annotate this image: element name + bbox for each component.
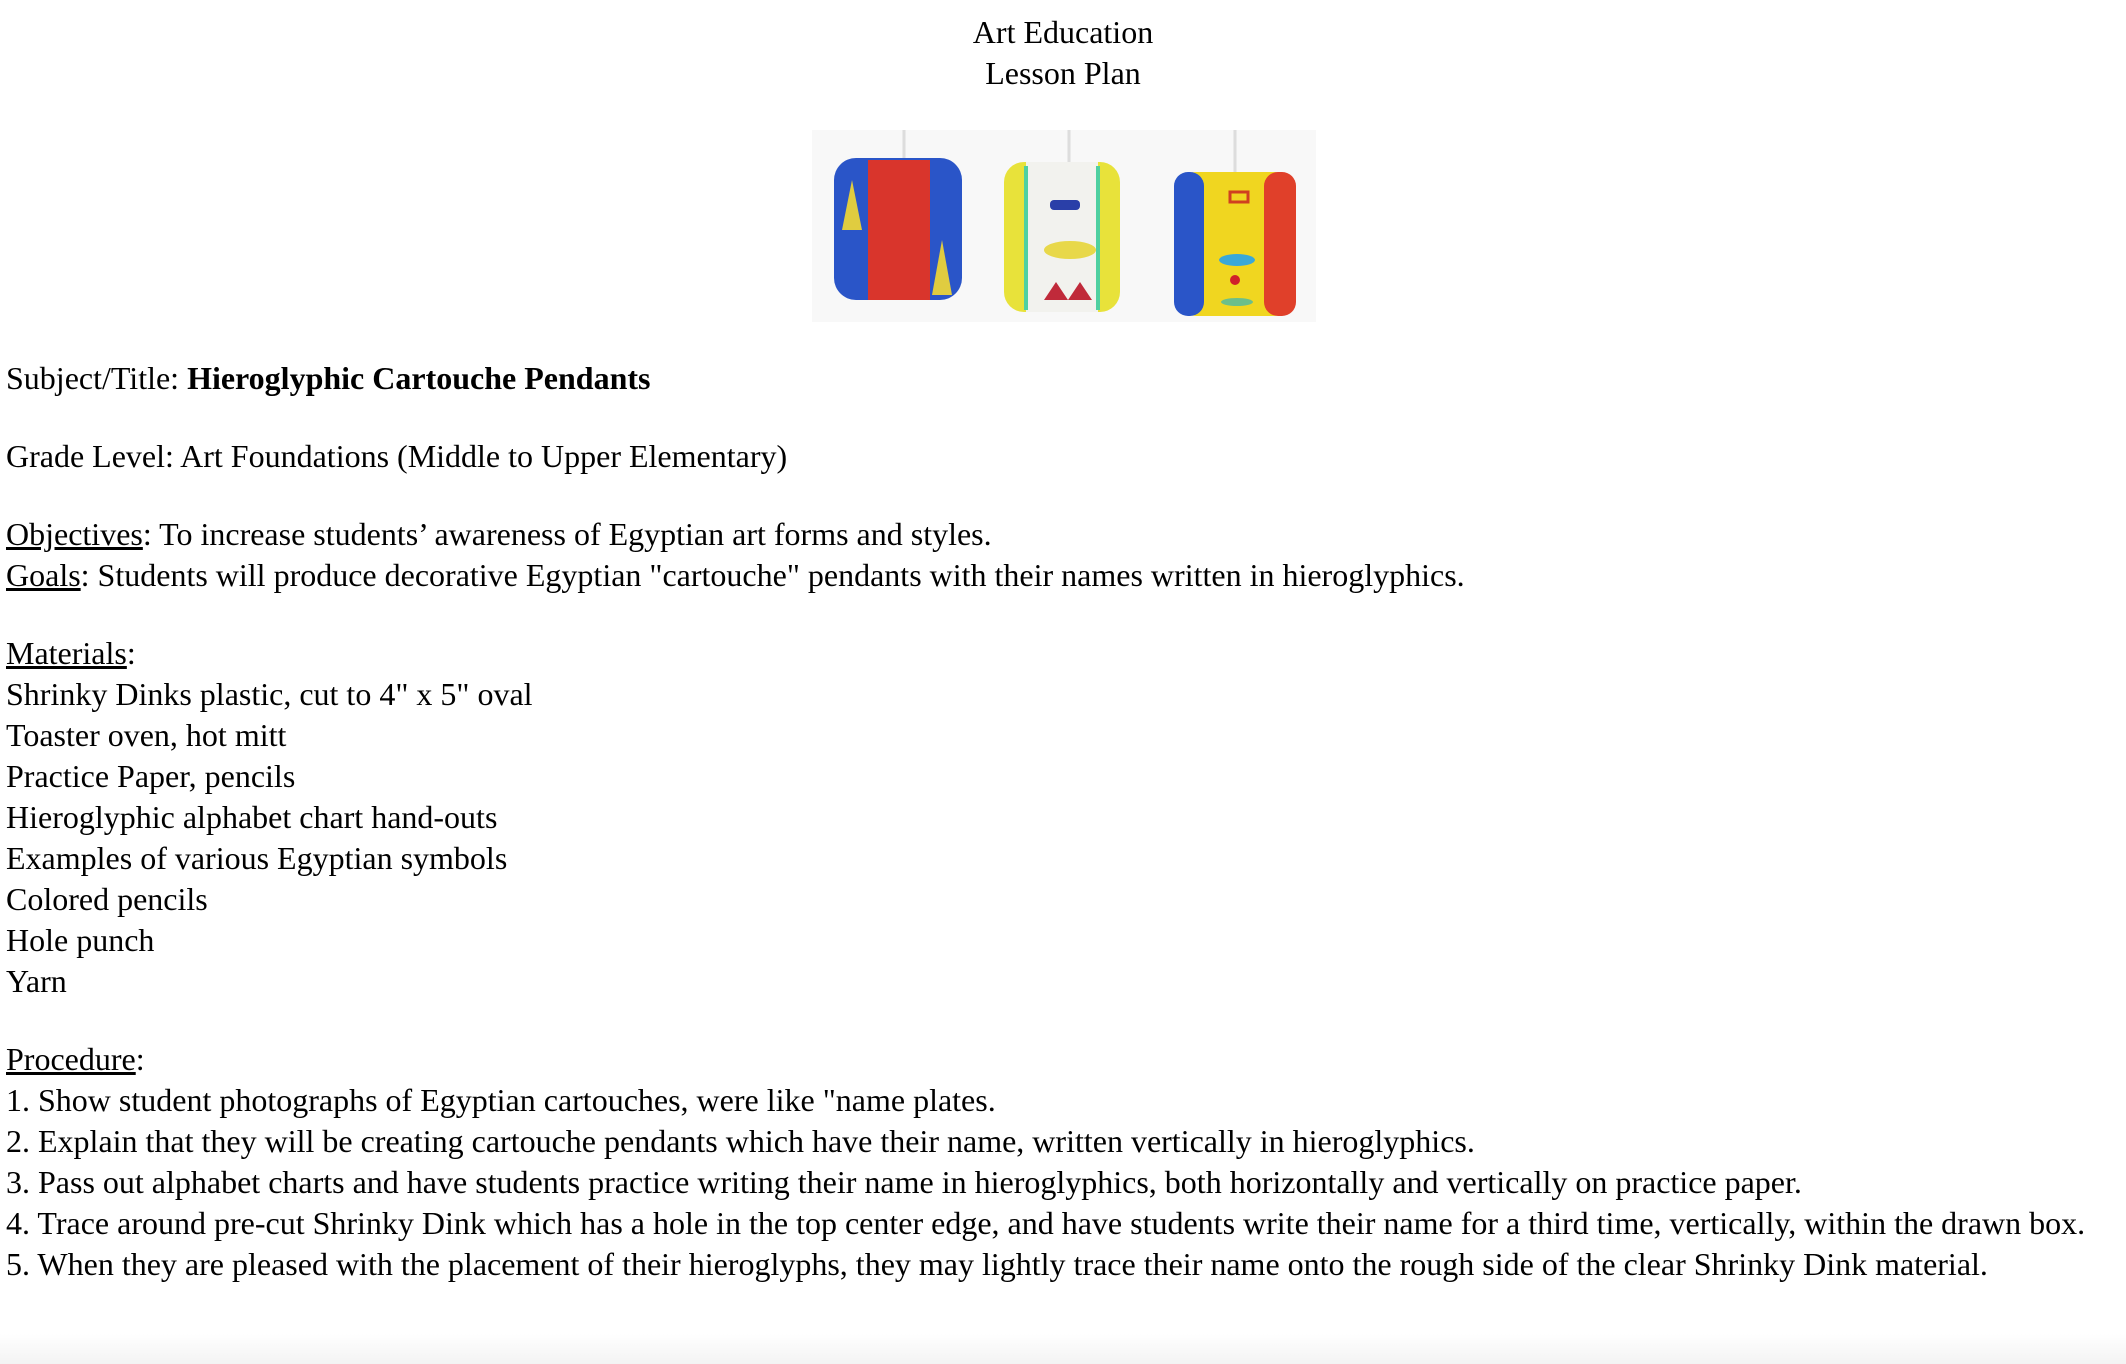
header-line-2: Lesson Plan [985, 55, 1141, 91]
lesson-plan-body [6, 358, 2120, 1322]
subject-line [6, 358, 2120, 399]
pendant-3 [1174, 172, 1296, 316]
pendant-1 [834, 158, 962, 300]
material-item: Practice Paper, pencils [6, 758, 296, 794]
pendant-2 [1004, 162, 1120, 312]
objectives-line [6, 514, 2120, 555]
objectives-goals [6, 514, 2120, 596]
goals-label: Goals [6, 557, 81, 593]
material-item: Hieroglyphic alphabet chart hand-outs [6, 799, 498, 835]
goals-text: : Students will produce decorative Egyptian "cartouche" pendants with their names written in hieroglyphics. [80, 557, 1465, 593]
subject-title: Hieroglyphic Cartouche Pendants [187, 360, 651, 396]
procedure-step: 3. Pass out alphabet charts and have students practice writing their name in hieroglyphics, both horizontally and vertically on practice paper. [6, 1164, 1802, 1200]
material-item: Examples of various Egyptian symbols [6, 840, 508, 876]
materials-section [6, 633, 2120, 1002]
procedure-step: 2. Explain that they will be creating cartouche pendants which have their name, written vertically in hieroglyphics. [6, 1123, 1475, 1159]
goals-line [6, 555, 2120, 596]
procedure-step: 5. When they are pleased with the placement of their hieroglyphs, they may lightly trace their name onto the rough side of the clear Shrinky Dink material. [6, 1246, 1988, 1282]
procedure-heading: Procedure: [6, 1041, 145, 1077]
bottom-fade [0, 1334, 2126, 1364]
objectives-text: : To increase students’ awareness of Egyptian art forms and styles. [142, 516, 992, 552]
grade-value: Art Foundations (Middle to Upper Elementary) [180, 438, 788, 474]
procedure-step: 4. Trace around pre-cut Shrinky Dink which has a hole in the top center edge, and have students write their name for a third time, vertically, within the drawn box. [6, 1205, 2086, 1241]
materials-heading: Materials: [6, 635, 136, 671]
materials-label: Materials [6, 635, 127, 671]
procedure-section [6, 1039, 2120, 1285]
objectives-label: Objectives [6, 516, 143, 552]
grade-label: Grade Level: [6, 438, 181, 474]
material-item: Hole punch [6, 922, 155, 958]
grade-line [6, 436, 2120, 477]
material-item: Yarn [6, 963, 67, 999]
procedure-step: 1. Show student photographs of Egyptian cartouches, were like "name plates. [6, 1082, 996, 1118]
subject-label: Subject/Title: [6, 360, 188, 396]
procedure-label: Procedure [6, 1041, 136, 1077]
material-item: Colored pencils [6, 881, 208, 917]
header-line-1: Art Education [972, 14, 1154, 50]
material-item: Toaster oven, hot mitt [6, 717, 287, 753]
document-header [0, 0, 2126, 94]
material-item: Shrinky Dinks plastic, cut to 4" x 5" oval [6, 676, 533, 712]
pendants-photo [812, 130, 1316, 322]
